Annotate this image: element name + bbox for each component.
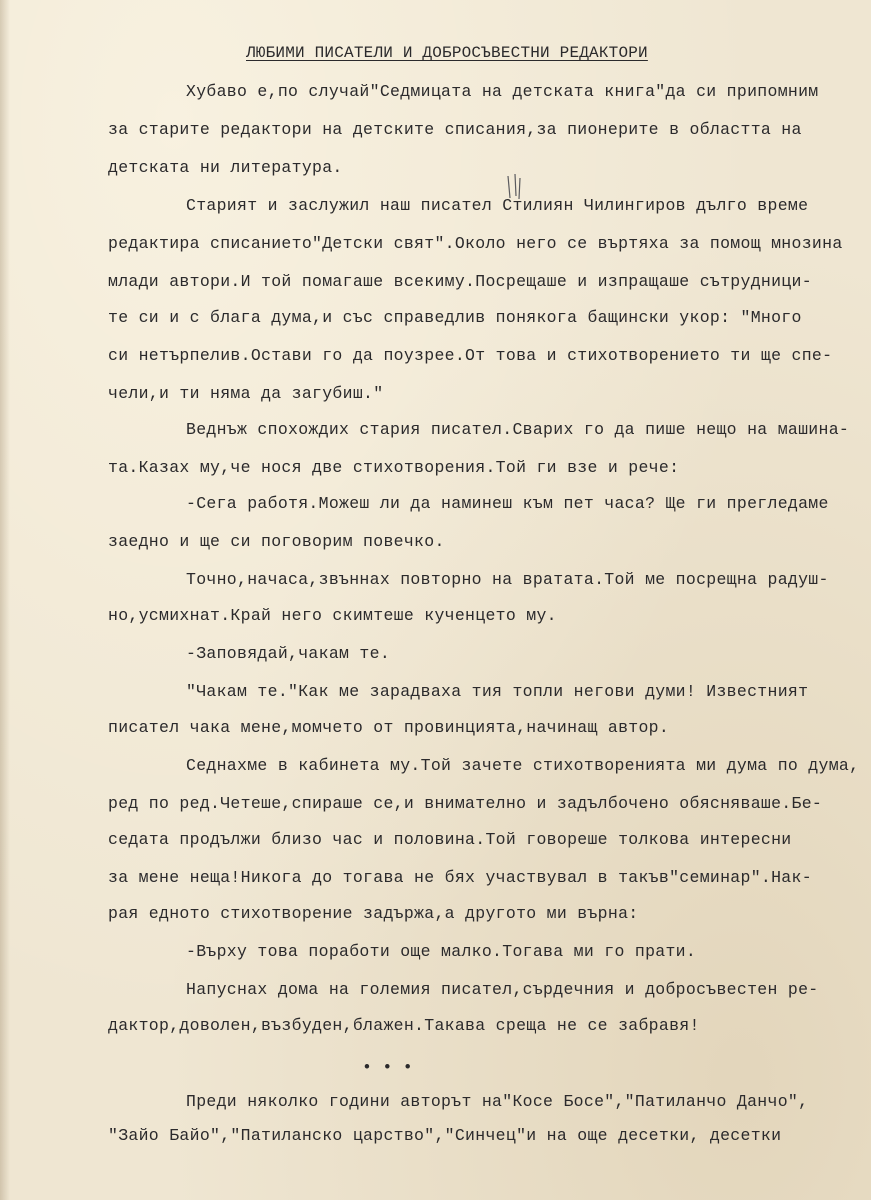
text-line-4: Старият и заслужил наш писател Стилиян Чилингиров дълго време xyxy=(186,196,809,215)
section-separator: • • • xyxy=(362,1058,414,1077)
text-line-18: писател чака мене,момчето от провинцията,начинащ автор. xyxy=(108,718,670,737)
text-line-7: те си и с блага дума,и със справедлив понякога бащински укор: "Много xyxy=(108,308,802,327)
text-line-16: -Заповядай,чакам те. xyxy=(186,644,391,663)
text-line-19: Седнахме в кабинета му.Той зачете стихотворенията ми дума по дума, xyxy=(186,756,860,775)
text-line-5: редактира списанието"Детски свят".Около него се въртяха за помощ мнозина xyxy=(108,234,843,253)
text-line-25: Напуснах дома на големия писател,сърдечния и добросъвестен ре- xyxy=(186,980,819,999)
text-line-26: дактор,доволен,възбуден,блажен.Такава среща не се забравя! xyxy=(108,1016,700,1035)
text-line-24: -Върху това поработи още малко.Тогава ми го прати. xyxy=(186,942,697,961)
text-line-15: но,усмихнат.Край него скимтеше кученцето му. xyxy=(108,606,557,625)
paper-edge-shadow xyxy=(0,0,10,1200)
text-line-3: детската ни литература. xyxy=(108,158,343,177)
text-line-10: Веднъж спохождих стария писател.Сварих го да пише нещо на машина- xyxy=(186,420,850,439)
text-line-22: за мене неща!Никога до тогава не бях участвувал в такъв"семинар".Нак- xyxy=(108,868,812,887)
text-line-27: Преди няколко години авторът на"Косе Босе","Патиланчо Данчо", xyxy=(186,1092,809,1111)
text-line-28: "Зайо Байо","Патиланско царство","Синчец"и на още десетки, десетки xyxy=(108,1126,782,1145)
text-line-12: -Сега работя.Можеш ли да наминеш към пет часа? Ще ги прегледаме xyxy=(186,494,829,513)
document-title: ЛЮБИМИ ПИСАТЕЛИ И ДОБРОСЪВЕСТНИ РЕДАКТОРИ xyxy=(246,44,648,62)
text-line-9: чели,и ти няма да загубиш." xyxy=(108,384,384,403)
text-line-8: си нетърпелив.Остави го да поузрее.От това и стихотворението ти ще спе- xyxy=(108,346,833,365)
text-line-23: рая едното стихотворение задържа,а другото ми върна: xyxy=(108,904,639,923)
text-line-6: млади автори.И той помагаше всекиму.Посрещаше и изпращаше сътрудници- xyxy=(108,272,812,291)
text-line-2: за старите редактори на детските списания,за пионерите в областта на xyxy=(108,120,802,139)
text-line-11: та.Казах му,че нося две стихотворения.Той ги взе и рече: xyxy=(108,458,680,477)
text-line-13: заедно и ще си поговорим повечко. xyxy=(108,532,445,551)
text-line-14: Точно,начаса,звъннах повторно на вратата.Той ме посрещна радуш- xyxy=(186,570,829,589)
text-line-1: Хубаво е,по случай"Седмицата на детската книга"да си припомним xyxy=(186,82,819,101)
text-line-20: ред по ред.Четеше,спираше се,и внимателно и задълбочено обясняваше.Бе- xyxy=(108,794,823,813)
text-line-17: "Чакам те."Как ме зарадваха тия топли негови думи! Известният xyxy=(186,682,809,701)
text-line-21: седата продължи близо час и половина.Той говореше толкова интересни xyxy=(108,830,792,849)
